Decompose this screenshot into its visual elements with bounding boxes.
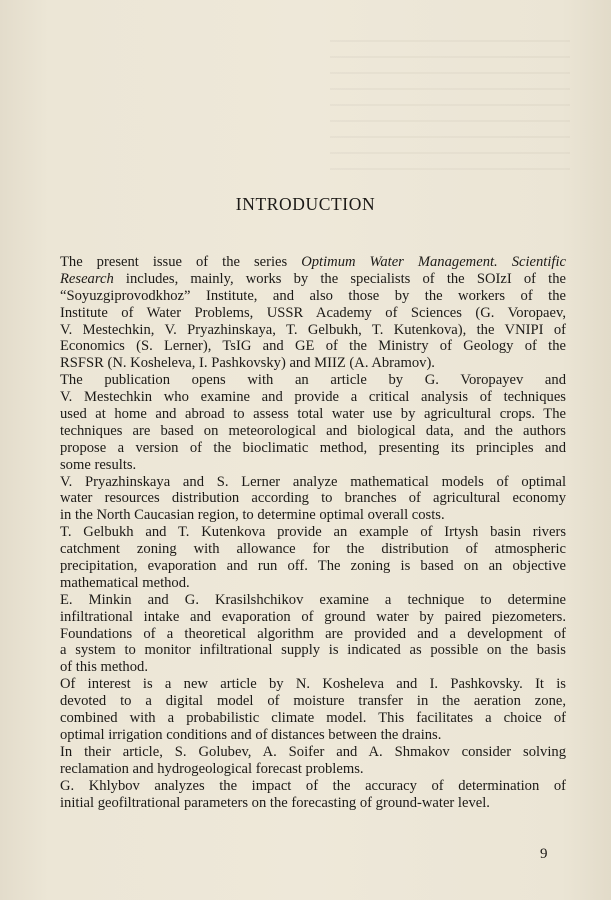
paragraph (60, 676, 566, 744)
text-line (60, 288, 566, 305)
text-line (60, 778, 566, 795)
text-run: G. Khlybov analyzes the impact of the accuracy of determination of (60, 777, 566, 794)
text-line (60, 338, 566, 355)
text-line (60, 676, 566, 693)
text-line (60, 406, 566, 423)
text-line (60, 744, 566, 761)
text-line (60, 795, 566, 812)
text-run: devoted to a digital model of moisture transfer in the aeration zone, (60, 693, 566, 710)
text-run: propose a version of the bioclimatic method, presenting its principles and (60, 439, 566, 456)
text-line (60, 254, 566, 271)
text-run: reclamation and hydrogeological forecast problems. (60, 760, 364, 777)
text-line (60, 440, 566, 457)
text-run: a system to monitor infiltrational supply is indicated as possible on the basis (60, 642, 566, 659)
text-line (60, 626, 566, 643)
text-run: V. Pryazhinskaya and S. Lerner analyze mathematical models of optimal (60, 473, 566, 490)
text-run: E. Minkin and G. Krasilshchikov examine a technique to determine (60, 591, 566, 608)
text-run: precipitation, evaporation and run off. The zoning is based on an objective (60, 558, 566, 575)
text-line (60, 355, 566, 372)
paragraph (60, 254, 566, 372)
text-run: V. Mestechkin who examine and provide a critical analysis of techniques (60, 389, 566, 406)
text-line (60, 423, 566, 440)
paragraph (60, 372, 566, 473)
text-run: optimal irrigation conditions and of distances between the drains. (60, 726, 442, 743)
italic-text-run: Research (60, 270, 114, 287)
text-run: catchment zoning with allowance for the distribution of atmospheric (60, 541, 566, 558)
text-run: some results. (60, 456, 137, 473)
text-line (60, 524, 566, 541)
text-run: Economics (S. Lerner), TsIG and GE of the Ministry of Geology of the (60, 338, 566, 355)
text-line (60, 609, 566, 626)
text-line (60, 693, 566, 710)
text-run: in the North Caucasian region, to determine optimal overall costs. (60, 507, 445, 524)
text-line (60, 389, 566, 406)
text-run: combined with a probabilistic climate model. This facilitates a choice of (60, 710, 566, 727)
text-run: In their article, S. Golubev, A. Soifer and A. Shmakov consider solving (60, 743, 566, 760)
page-number: 9 (540, 846, 548, 862)
text-run: techniques are based on meteorological and biological data, and the authors (60, 422, 566, 439)
text-run: initial geofiltrational parameters on the forecasting of ground-water level. (60, 794, 490, 811)
show-through-text (330, 40, 570, 170)
page-title: INTRODUCTION (235, 194, 376, 214)
text-line (60, 558, 566, 575)
paragraph (60, 778, 566, 812)
text-run: Of interest is a new article by N. Kosheleva and I. Pashkovsky. It is (60, 676, 566, 693)
text-run: “Soyuzgiprovodkhoz” Institute, and also those by the workers of the (60, 287, 566, 304)
text-line (60, 457, 566, 474)
text-run: mathematical method. (60, 574, 190, 591)
text-run: T. Gelbukh and T. Kutenkova provide an example of Irtysh basin rivers (60, 524, 566, 541)
text-run: includes, mainly, works by the specialists of the SOIzI of the (113, 270, 566, 287)
text-line (60, 659, 566, 676)
text-line (60, 642, 566, 659)
text-line (60, 271, 566, 288)
text-line (60, 710, 566, 727)
text-line (60, 727, 566, 744)
text-run: of this method. (60, 659, 148, 676)
text-run: The publication opens with an article by G. Voropayev and (60, 372, 566, 389)
text-run: infiltrational intake and evaporation of ground water by paired piezometers. (60, 608, 566, 625)
text-line (60, 474, 566, 491)
text-run: Institute of Water Problems, USSR Academy of Sciences (G. Voropaev, (60, 304, 566, 321)
paragraph (60, 744, 566, 778)
text-run: V. Mestechkin, V. Pryazhinskaya, T. Gelbukh, T. Kutenkova), the VNIPI of (60, 321, 566, 338)
paragraph (60, 474, 566, 525)
paragraph (60, 592, 566, 676)
text-run: water resources distribution according to branches of agricultural economy (60, 490, 566, 507)
italic-text-run: Optimum Water Management. Scientific (301, 254, 566, 270)
text-line (60, 305, 566, 322)
text-run: Foundations of a theoretical algorithm are provided and a development of (60, 625, 566, 642)
text-line (60, 761, 566, 778)
text-line (60, 322, 566, 339)
text-line (60, 575, 566, 592)
body-text (60, 254, 566, 811)
text-line (60, 490, 566, 507)
text-line (60, 372, 566, 389)
text-line (60, 507, 566, 524)
text-run: The present issue of the series (60, 254, 302, 270)
paragraph (60, 524, 566, 592)
text-line (60, 592, 566, 609)
text-line (60, 541, 566, 558)
text-run: used at home and abroad to assess total water use by agricultural crops. The (60, 406, 566, 423)
text-run: RSFSR (N. Kosheleva, I. Pashkovsky) and MIIZ (A. Abramov). (60, 355, 435, 372)
